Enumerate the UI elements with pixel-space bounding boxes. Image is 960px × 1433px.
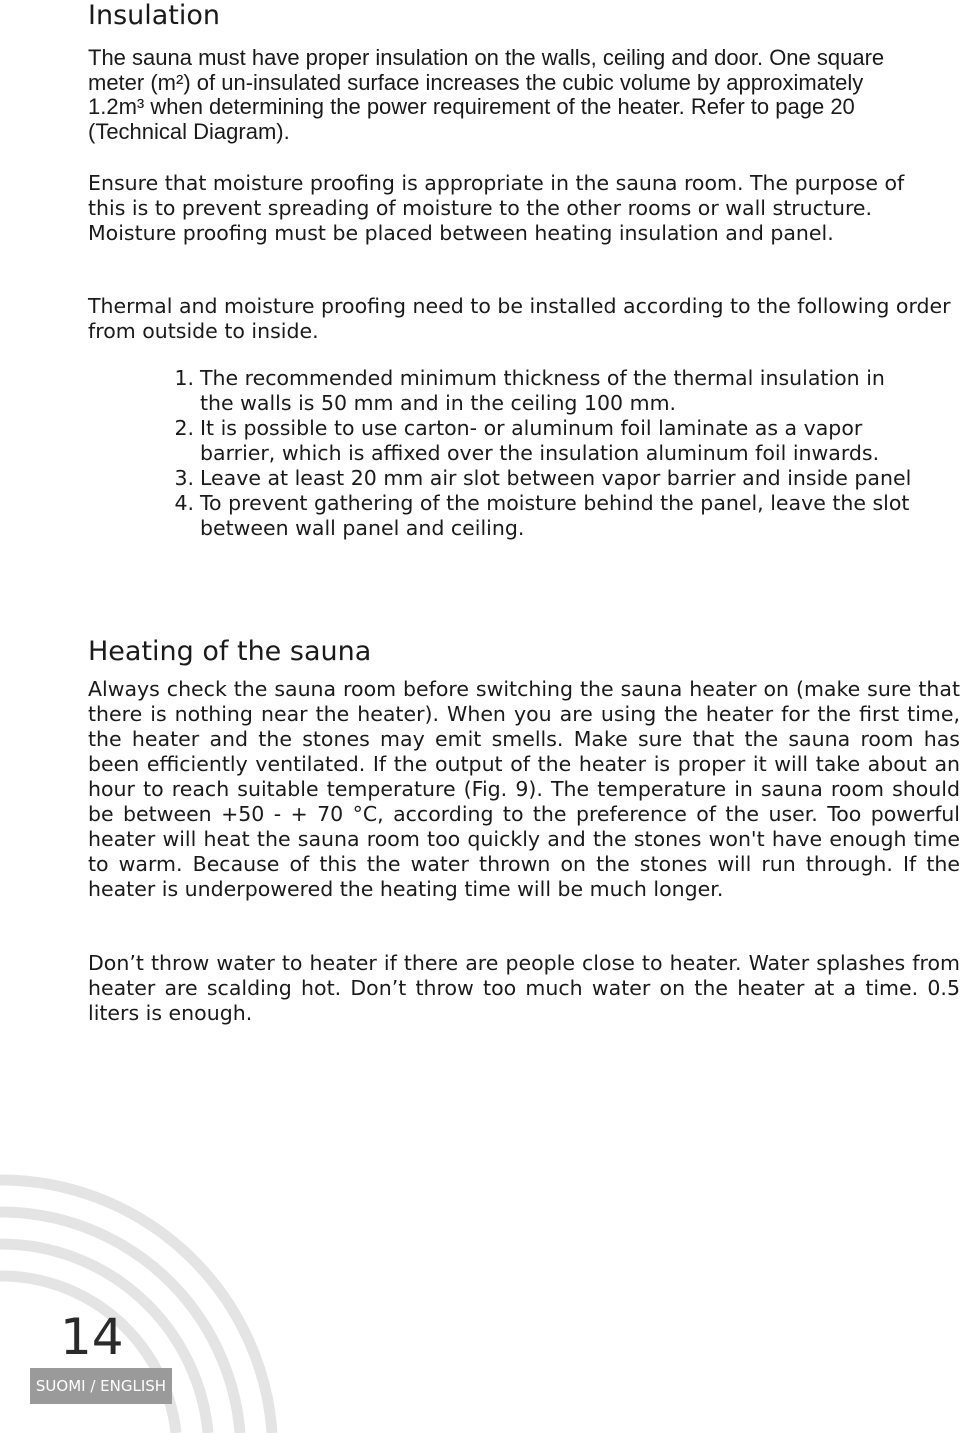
list-item xyxy=(160,366,920,416)
list-item-text: Leave at least 20 mm air slot between vapor barrier and inside panel xyxy=(200,466,912,490)
list-item xyxy=(160,416,920,466)
list-item xyxy=(160,491,920,541)
insulation-heading: Insulation xyxy=(88,0,221,31)
page-number: 14 xyxy=(60,1308,124,1366)
list-item-text: The recommended minimum thickness of the thermal insulation in the walls is 50 mm and in the ceiling 100 mm. xyxy=(200,366,885,415)
insulation-paragraph-3: Thermal and moisture proofing need to be installed according to the following order from outside to inside. xyxy=(88,294,951,343)
list-item-number: 1. xyxy=(174,366,194,390)
language-label: SUOMI / ENGLISH xyxy=(30,1368,172,1404)
list-item-text: To prevent gathering of the moisture behind the panel, leave the slot between wall panel and ceiling. xyxy=(200,491,910,540)
list-item-number: 2. xyxy=(174,416,194,440)
insulation-paragraph-2: Ensure that moisture proofing is appropriate in the sauna room. The purpose of this is to prevent spreading of moisture to the other rooms or wall structure. Moisture proofing must be placed between heating insulation and panel. xyxy=(88,171,905,245)
heating-paragraph-1: Always check the sauna room before switching the sauna heater on (make sure that there is nothing near the heater). When you are using the heater for the first time, the heater and the stones may emit smells. Make sure that the sauna room has been efficiently ventilated. If the output of the heater is proper it will take about an hour to reach suitable temperature (Fig. 9). The temperature in sauna room should be between +50 - + 70 °C, according to the preference of the user. Too powerful heater will heat the sauna room too quickly and the stones won't have enough time to warm. Because of this the water thrown on the stones will run through. If the heater is underpowered the heating time will be much longer. xyxy=(88,677,960,901)
list-item-number: 4. xyxy=(174,491,194,515)
insulation-steps-list xyxy=(160,366,920,541)
heating-paragraph-2: Don’t throw water to heater if there are people close to heater. Water splashes from heater are scalding hot. Don’t throw too much water on the heater at a time. 0.5 liters is enough. xyxy=(88,951,960,1025)
insulation-paragraph-1: The sauna must have proper insulation on the walls, ceiling and door. One square meter (m²) of un-insulated surface increases the cubic volume by approximately 1.2m³ when determining the power requirement of the heater. Refer to page 20 (Technical Diagram). xyxy=(88,45,885,144)
heating-heading: Heating of the sauna xyxy=(88,636,372,667)
list-item-number: 3. xyxy=(174,466,194,490)
list-item-text: It is possible to use carton- or aluminum foil laminate as a vapor barrier, which is affixed over the insulation aluminum foil inwards. xyxy=(200,416,880,465)
list-item xyxy=(160,466,920,491)
